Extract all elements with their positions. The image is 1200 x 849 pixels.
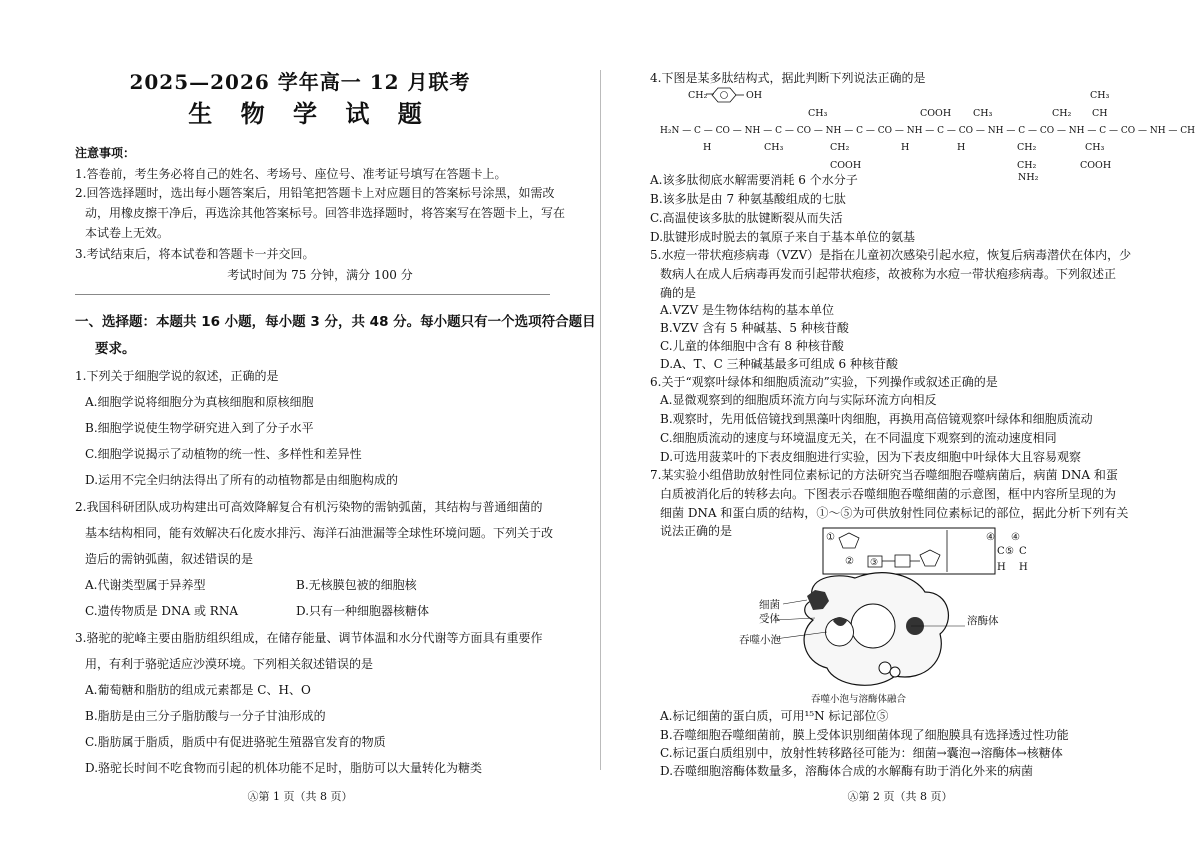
q1-option-c: C.细胞学说揭示了动植物的统一性、多样性和差异性 bbox=[85, 447, 362, 461]
label-lysosome: 溶酶体 bbox=[967, 615, 999, 627]
notice-item: 2.回答选择题时，选出每小题答案后，用铅笔把答题卡上对应题目的答案标号涂黑，如需改 bbox=[75, 186, 555, 200]
page-footer: Ⓐ第 1 页（共 8 页） bbox=[247, 790, 353, 803]
q3-stem: 3.骆驼的驼峰主要由脂肪组织组成，在储存能量、调节体温和水分代谢等方面具有重要作 bbox=[75, 631, 543, 645]
struct-ch3: CH₃ bbox=[764, 142, 784, 153]
struct-ch3: CH₃ bbox=[1090, 90, 1110, 101]
struct-h: H bbox=[901, 142, 910, 153]
subject-title: 生 物 学 试 题 bbox=[188, 100, 432, 128]
struct-oh: OH bbox=[746, 90, 763, 101]
phagocytosis-figure bbox=[735, 522, 1055, 707]
q5-stem: 确的是 bbox=[660, 286, 697, 300]
q2-option-b: B.无核膜包被的细胞核 bbox=[296, 578, 417, 592]
label-bacteria: 细菌 bbox=[759, 599, 780, 611]
q7-stem: 细菌 DNA 和蛋白质的结构，①～⑤为可供放射性同位素标记的部位，据此分析下列有关 bbox=[660, 506, 1129, 520]
struct-ch2: CH₂ bbox=[1052, 108, 1072, 119]
q3-option-c: C.脂肪属于脂质，脂质中有促进骆驼生殖器官发育的物质 bbox=[85, 735, 386, 749]
q2-stem: 造后的需钠弧菌，叙述错误的是 bbox=[85, 552, 254, 566]
mark-4: ④ bbox=[986, 532, 995, 543]
q7-option-a: A.标记细菌的蛋白质，可用¹⁵N 标记部位⑤ bbox=[660, 709, 889, 723]
struct-h: H bbox=[997, 562, 1006, 573]
struct-nh2: NH₂ bbox=[1018, 172, 1039, 183]
struct-backbone: H₂N — C — CO — NH — C — CO — NH — C — CO — NH — C — CO — NH — C — CO — NH — C — CO — NH — CH bbox=[660, 126, 1196, 136]
q3-option-a: A.葡萄糖和脂肪的组成元素都是 C、H、O bbox=[85, 683, 311, 697]
q1-option-d: D.运用不完全归纳法得出了所有的动植物都是由细胞构成的 bbox=[85, 473, 399, 487]
q4-option-b: B.该多肽是由 7 种氨基酸组成的七肽 bbox=[650, 192, 846, 206]
mark-4: ④ bbox=[1011, 532, 1020, 543]
q5-option-c: C.儿童的体细胞中含有 8 种核苷酸 bbox=[660, 339, 844, 353]
q2-stem: 2.我国科研团队成功构建出可高效降解复合有机污染物的需钠弧菌，其结构与普通细菌的 bbox=[75, 500, 543, 514]
struct-h: H bbox=[703, 142, 712, 153]
q6-stem: 6.关于“观察叶绿体和细胞质流动”实验，下列操作或叙述正确的是 bbox=[650, 375, 998, 389]
notice-item: 动，用橡皮擦干净后，再选涂其他答案标号。回答非选择题时，将答案写在答题卡上，写在 bbox=[85, 206, 566, 220]
q7-option-c: C.标记蛋白质组别中，放射性转移路径可能为：细菌→囊泡→溶酶体→核糖体 bbox=[660, 746, 1063, 760]
page-footer: Ⓐ第 2 页（共 8 页） bbox=[847, 790, 953, 803]
benzene-ring-icon bbox=[712, 88, 736, 102]
notice-item: 1.答卷前，考生务必将自己的姓名、考场号、座位号、准考证号填写在答题卡上。 bbox=[75, 167, 507, 181]
mark-2: ② bbox=[845, 556, 854, 567]
q2-option-c: C.遗传物质是 DNA 或 RNA bbox=[85, 604, 239, 618]
section-divider bbox=[75, 294, 550, 295]
q5-option-b: B.VZV 含有 5 种碱基、5 种核苷酸 bbox=[660, 321, 849, 335]
q7-option-d: D.吞噬细胞溶酶体数量多，溶酶体合成的水解酶有助于消化外来的病菌 bbox=[660, 764, 1034, 778]
q7-stem: 白质被消化后的转移去向。下图表示吞噬细胞吞噬细菌的示意图，框中内容所呈现的为 bbox=[660, 487, 1117, 501]
q6-option-d: D.可选用菠菜叶的下表皮细胞进行实验，因为下表皮细胞中叶绿体大且容易观察 bbox=[660, 450, 1082, 464]
mark-1: ① bbox=[826, 532, 835, 543]
q5-option-a: A.VZV 是生物体结构的基本单位 bbox=[660, 303, 834, 317]
q6-option-b: B.观察时，先用低倍镜找到黑藻叶肉细胞，再换用高倍镜观察叶绿体和细胞质流动 bbox=[660, 412, 1093, 426]
struct-c: C bbox=[997, 546, 1005, 557]
label-phagosome: 吞噬小泡 bbox=[739, 634, 781, 646]
q2-option-d: D.只有一种细胞器核糖体 bbox=[296, 604, 430, 618]
q6-option-a: A.显微观察到的细胞质环流方向与实际环流方向相反 bbox=[660, 393, 937, 407]
q3-option-d: D.骆驼长时间不吃食物而引起的机体功能不足时，脂肪可以大量转化为糖类 bbox=[85, 761, 483, 775]
q2-stem: 基本结构相同，能有效解决石化废水排污、海洋石油泄漏等全球性环境问题。下列关于改 bbox=[85, 526, 554, 540]
q5-option-d: D.A、T、C 三种碱基最多可组成 6 种核苷酸 bbox=[660, 357, 898, 371]
q4-option-a: A.该多肽彻底水解需要消耗 6 个水分子 bbox=[650, 173, 858, 187]
q5-stem: 数病人在成人后病毒再发而引起带状疱疹，故被称为水痘一带状疱疹病毒。下列叙述正 bbox=[660, 267, 1117, 281]
struct-cooh: COOH bbox=[1080, 160, 1112, 171]
struct-ch3: CH₃ bbox=[808, 108, 828, 119]
struct-c: C bbox=[1019, 546, 1027, 557]
struct-ch2: CH₂ bbox=[1017, 142, 1037, 153]
q4-option-d: D.肽键形成时脱去的氧原子来自于基本单位的氨基 bbox=[650, 230, 916, 244]
struct-ch3: CH₃ bbox=[1085, 142, 1105, 153]
struct-h: H bbox=[957, 142, 966, 153]
struct-ch2: CH₂ bbox=[830, 142, 850, 153]
q5-stem: 5.水痘一带状疱疹病毒（VZV）是指在儿童初次感染引起水痘，恢复后病毒潜伏在体内，少 bbox=[650, 248, 1132, 262]
struct-ch3: CH₃ bbox=[973, 108, 993, 119]
section-title: 一、选择题：本题共 16 小题，每小题 3 分，共 48 分。每小题只有一个选项符合题目 bbox=[75, 314, 596, 330]
struct-ch2: CH₂ bbox=[688, 90, 708, 101]
struct-ch2: CH₂ bbox=[1017, 160, 1037, 171]
q2-option-a: A.代谢类型属于异养型 bbox=[85, 578, 206, 592]
struct-h: H bbox=[1019, 562, 1028, 573]
struct-cooh: COOH bbox=[830, 160, 862, 171]
notice-item: 本试卷上无效。 bbox=[85, 226, 170, 240]
notice-heading: 注意事项： bbox=[75, 146, 136, 160]
mark-3: ③ bbox=[870, 558, 879, 568]
q7-stem: 说法正确的是 bbox=[660, 524, 733, 538]
section-title-cont: 要求。 bbox=[95, 341, 136, 357]
label-fusion: 吞噬小泡与溶酶体融合 bbox=[811, 694, 907, 705]
q4-stem: 4.下图是某多肽结构式，据此判断下列说法正确的是 bbox=[650, 71, 926, 85]
q7-stem: 7.某实验小组借助放射性同位素标记的方法研究当吞噬细胞吞噬病菌后，病菌 DNA 和蛋 bbox=[650, 468, 1118, 482]
q6-option-c: C.细胞质流动的速度与环境温度无关，在不同温度下观察到的流动速度相同 bbox=[660, 431, 1057, 445]
q1-option-b: B.细胞学说使生物学研究进入到了分子水平 bbox=[85, 421, 314, 435]
q3-stem: 用，有利于骆驼适应沙漠环境。下列相关叙述错误的是 bbox=[85, 657, 374, 671]
q1-stem: 1.下列关于细胞学说的叙述，正确的是 bbox=[75, 369, 279, 383]
q4-option-c: C.高温使该多肽的肽键断裂从而失活 bbox=[650, 211, 843, 225]
time-score: 考试时间为 75 分钟，满分 100 分 bbox=[227, 268, 413, 282]
notice-item: 3.考试结束后，将本试卷和答题卡一并交回。 bbox=[75, 247, 315, 261]
q1-option-a: A.细胞学说将细胞分为真核细胞和原核细胞 bbox=[85, 395, 314, 409]
struct-ch: CH bbox=[1092, 108, 1108, 119]
cell-nucleus bbox=[851, 604, 895, 648]
q7-option-b: B.吞噬细胞吞噬细菌前，膜上受体识别细菌体现了细胞膜具有选择透过性功能 bbox=[660, 728, 1069, 742]
mark-5: ⑤ bbox=[1005, 546, 1014, 557]
struct-cooh: COOH bbox=[920, 108, 952, 119]
q3-option-b: B.脂肪是由三分子脂肪酸与一分子甘油形成的 bbox=[85, 709, 326, 723]
label-receptor: 受体 bbox=[759, 613, 780, 625]
exam-title: 2025—2026 学年高一 12 月联考 bbox=[129, 70, 471, 94]
